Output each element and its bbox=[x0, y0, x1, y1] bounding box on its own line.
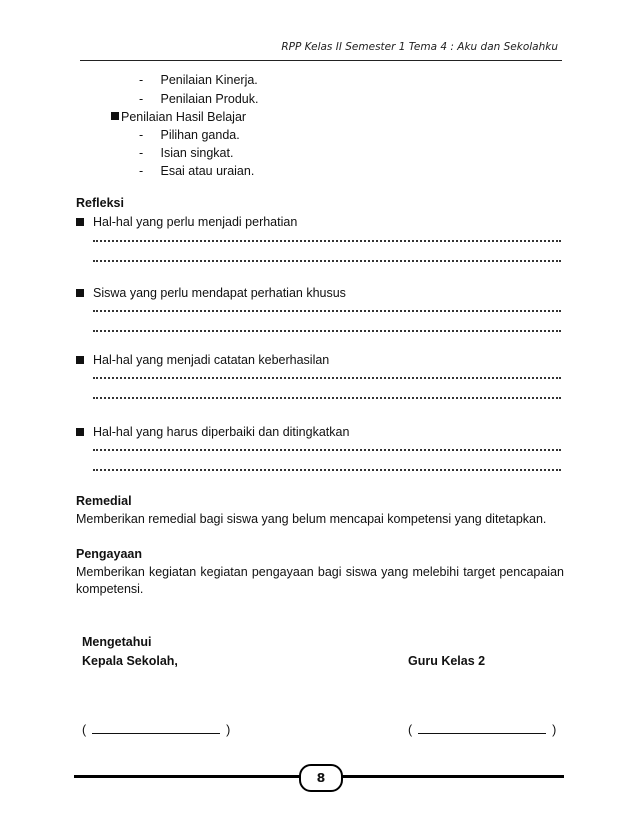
refleksi-title: Refleksi bbox=[76, 196, 124, 210]
dotted-answer-line bbox=[93, 468, 561, 471]
assessment-item-label: Esai atau uraian. bbox=[160, 164, 255, 178]
guru-kelas-label: Guru Kelas 2 bbox=[408, 654, 486, 668]
open-paren: ( bbox=[408, 723, 413, 737]
dash-bullet: - bbox=[139, 73, 144, 87]
assessment-item-label: Isian singkat. bbox=[160, 146, 234, 160]
assessment-item bbox=[139, 72, 258, 88]
assessment-heading-label: Penilaian Hasil Belajar bbox=[121, 110, 247, 124]
right-signature-line bbox=[408, 722, 556, 738]
signature-blank bbox=[92, 723, 220, 734]
dotted-answer-line bbox=[93, 376, 561, 379]
refleksi-item-label: Hal-hal yang perlu menjadi perhatian bbox=[93, 215, 298, 229]
kepala-sekolah-label: Kepala Sekolah, bbox=[82, 654, 178, 668]
dotted-answer-line bbox=[93, 329, 561, 332]
refleksi-item bbox=[76, 214, 566, 270]
close-paren: ) bbox=[226, 723, 231, 737]
square-bullet-icon bbox=[76, 289, 84, 297]
assessment-item-label: Penilaian Produk. bbox=[160, 92, 259, 106]
left-signature-line bbox=[82, 722, 230, 738]
refleksi-item-label: Hal-hal yang menjadi catatan keberhasilan bbox=[93, 353, 330, 367]
assessment-item-label: Penilaian Kinerja. bbox=[160, 73, 258, 87]
close-paren: ) bbox=[552, 723, 557, 737]
assessment-item bbox=[139, 163, 254, 179]
refleksi-item bbox=[76, 285, 566, 341]
square-bullet-icon bbox=[111, 112, 119, 120]
dotted-answer-line bbox=[93, 309, 561, 312]
refleksi-item-label: Hal-hal yang harus diperbaiki dan ditingkatkan bbox=[93, 425, 350, 439]
assessment-item bbox=[139, 127, 240, 143]
signature-blank bbox=[418, 723, 546, 734]
dotted-answer-line bbox=[93, 448, 561, 451]
assessment-item-label: Pilihan ganda. bbox=[160, 128, 240, 142]
refleksi-item bbox=[76, 424, 566, 480]
dotted-answer-line bbox=[93, 239, 561, 242]
footer-rule-left bbox=[74, 775, 300, 778]
square-bullet-icon bbox=[76, 356, 84, 364]
remedial-title: Remedial bbox=[76, 494, 132, 508]
dotted-answer-line bbox=[93, 259, 561, 262]
open-paren: ( bbox=[82, 723, 87, 737]
refleksi-item-label: Siswa yang perlu mendapat perhatian khusus bbox=[93, 286, 346, 300]
pengayaan-text: Memberikan kegiatan kegiatan pengayaan bagi siswa yang melebihi target pencapaian kompetensi. bbox=[76, 565, 564, 596]
square-bullet-icon bbox=[76, 218, 84, 226]
assessment-item bbox=[139, 145, 233, 161]
dash-bullet: - bbox=[139, 164, 144, 178]
footer-rule-right bbox=[338, 775, 564, 778]
assessment-heading bbox=[111, 109, 246, 125]
pengayaan-title: Pengayaan bbox=[76, 547, 143, 561]
dotted-answer-line bbox=[93, 396, 561, 399]
dash-bullet: - bbox=[139, 128, 144, 142]
remedial-text: Memberikan remedial bagi siswa yang belum mencapai kompetensi yang ditetapkan. bbox=[76, 512, 547, 526]
mengetahui-label: Mengetahui bbox=[82, 635, 152, 649]
square-bullet-icon bbox=[76, 428, 84, 436]
page-number: 8 bbox=[299, 764, 343, 792]
dash-bullet: - bbox=[139, 146, 144, 160]
assessment-item bbox=[139, 91, 258, 107]
header-title: RPP Kelas II Semester 1 Tema 4 : Aku dan Sekolahku bbox=[281, 41, 558, 53]
refleksi-item bbox=[76, 352, 566, 408]
dash-bullet: - bbox=[139, 92, 144, 106]
